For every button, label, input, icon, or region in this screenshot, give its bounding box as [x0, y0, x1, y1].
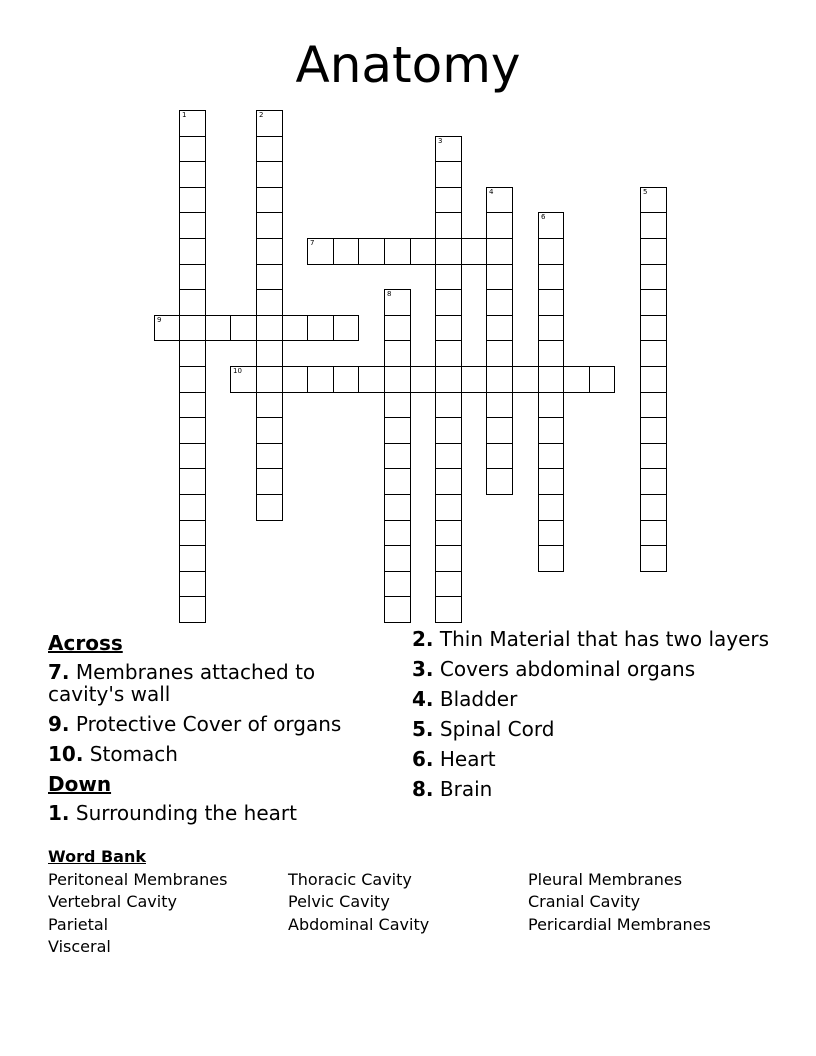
clue-text: Thin Material that has two layers — [439, 627, 770, 651]
clue-text: Surrounding the heart — [75, 801, 297, 825]
grid-cell — [538, 315, 564, 341]
clue-number: 10. — [48, 742, 84, 766]
grid-cell — [640, 340, 667, 367]
clue-number: 4. — [412, 687, 434, 711]
clue-number: 2. — [412, 627, 434, 651]
grid-cell — [486, 238, 513, 265]
clue-number: 9. — [48, 712, 70, 736]
grid-cell — [256, 264, 283, 290]
grid-cell — [435, 494, 462, 521]
grid-cell — [435, 596, 462, 623]
grid-cell — [461, 238, 487, 265]
clue-down-8 — [412, 778, 782, 800]
grid-cell — [435, 468, 462, 495]
grid-cell — [538, 520, 564, 546]
word-bank-item: Parietal — [48, 914, 109, 934]
clue-text: Covers abdominal organs — [439, 657, 696, 681]
grid-cell — [538, 494, 564, 521]
clue-number: 8. — [412, 777, 434, 801]
grid-cell — [640, 443, 667, 469]
grid-cell — [538, 468, 564, 495]
clue-text: Protective Cover of organs — [75, 712, 342, 736]
grid-cell — [435, 443, 462, 469]
grid-cell — [179, 187, 206, 213]
clue-text: Bladder — [439, 687, 518, 711]
clue-across-7 — [48, 661, 388, 705]
grid-cell — [461, 366, 487, 393]
cell-number: 1 — [182, 111, 187, 119]
grid-cell — [410, 366, 436, 393]
grid-cell — [486, 468, 513, 495]
grid-cell — [435, 520, 462, 546]
grid-cell — [179, 238, 206, 265]
grid-cell — [486, 212, 513, 239]
grid-cell — [435, 392, 462, 418]
clue-down-1 — [48, 802, 388, 824]
grid-cell — [435, 212, 462, 239]
grid-cell — [435, 417, 462, 444]
clue-text: Membranes attached to cavity's wall — [48, 660, 316, 706]
grid-cell — [179, 110, 206, 137]
grid-cell — [486, 264, 513, 290]
down-heading: Down — [48, 772, 112, 796]
clue-down-4 — [412, 688, 782, 710]
grid-cell — [179, 136, 206, 162]
grid-cell — [486, 417, 513, 444]
grid-cell — [256, 366, 283, 393]
grid-cell — [384, 392, 411, 418]
word-bank-list — [48, 869, 788, 959]
grid-cell — [384, 494, 411, 521]
word-bank — [48, 846, 788, 959]
grid-cell — [640, 187, 667, 213]
clue-number: 5. — [412, 717, 434, 741]
grid-cell — [640, 212, 667, 239]
grid-cell — [486, 289, 513, 316]
cell-number: 3 — [438, 137, 443, 145]
clue-text: Spinal Cord — [439, 717, 555, 741]
grid-cell — [256, 417, 283, 444]
grid-cell — [640, 392, 667, 418]
grid-cell — [358, 238, 385, 265]
grid-cell — [538, 289, 564, 316]
grid-cell — [179, 545, 206, 572]
page-title: Anatomy — [295, 36, 521, 94]
grid-cell — [307, 238, 334, 265]
grid-cell — [410, 238, 436, 265]
word-bank-item: Pericardial Membranes — [528, 914, 711, 934]
grid-cell — [256, 468, 283, 495]
grid-cell — [640, 264, 667, 290]
cell-number: 7 — [310, 239, 315, 247]
grid-cell — [538, 340, 564, 367]
grid-cell — [538, 264, 564, 290]
grid-cell — [307, 315, 334, 341]
grid-cell — [640, 417, 667, 444]
cell-number: 8 — [387, 290, 392, 298]
word-bank-item: Cranial Cavity — [528, 892, 641, 911]
grid-cell — [256, 340, 283, 367]
cell-number: 6 — [541, 213, 546, 221]
clue-text: Heart — [439, 747, 496, 771]
cell-number: 4 — [489, 188, 494, 196]
clues-right-column — [412, 628, 782, 808]
across-heading: Across — [48, 631, 123, 655]
grid-cell — [282, 315, 308, 341]
grid-cell — [640, 315, 667, 341]
grid-cell — [486, 443, 513, 469]
clue-down-6 — [412, 748, 782, 770]
word-bank-item: Vertebral Cavity — [48, 892, 177, 911]
cell-number: 5 — [643, 188, 648, 196]
grid-cell — [384, 596, 411, 623]
grid-cell — [384, 545, 411, 572]
grid-cell — [307, 366, 334, 393]
clue-across-10 — [48, 743, 388, 765]
grid-cell — [512, 366, 539, 393]
grid-cell — [179, 468, 206, 495]
grid-cell — [563, 366, 590, 393]
grid-cell — [333, 366, 359, 393]
grid-cell — [230, 315, 257, 341]
clue-down-2 — [412, 628, 782, 650]
grid-cell — [435, 187, 462, 213]
word-bank-item: Thoracic Cavity — [288, 869, 412, 889]
grid-cell — [435, 545, 462, 572]
grid-cell — [179, 596, 206, 623]
grid-cell — [179, 289, 206, 316]
word-bank-title: Word Bank — [48, 847, 147, 866]
grid-cell — [435, 161, 462, 188]
grid-cell — [384, 340, 411, 367]
grid-cell — [486, 315, 513, 341]
word-bank-item: Pelvic Cavity — [288, 892, 390, 911]
word-bank-item: Peritoneal Membranes — [48, 869, 228, 889]
grid-cell — [384, 520, 411, 546]
grid-cell — [358, 366, 385, 393]
word-bank-item: Visceral — [48, 937, 111, 956]
grid-cell — [256, 110, 283, 137]
grid-cell — [179, 392, 206, 418]
clue-across-9 — [48, 713, 388, 735]
grid-cell — [384, 238, 411, 265]
grid-cell — [538, 212, 564, 239]
grid-cell — [179, 315, 206, 341]
grid-cell — [384, 571, 411, 597]
grid-cell — [179, 520, 206, 546]
grid-cell — [179, 494, 206, 521]
grid-cell — [230, 366, 257, 393]
grid-cell — [256, 238, 283, 265]
clue-down-5 — [412, 718, 782, 740]
grid-cell — [256, 315, 283, 341]
grid-cell — [435, 366, 462, 393]
grid-cell — [435, 315, 462, 341]
grid-cell — [384, 468, 411, 495]
grid-cell — [384, 417, 411, 444]
grid-cell — [256, 443, 283, 469]
grid-cell — [179, 161, 206, 188]
grid-cell — [435, 136, 462, 162]
grid-cell — [538, 392, 564, 418]
grid-cell — [640, 366, 667, 393]
grid-cell — [435, 340, 462, 367]
grid-cell — [486, 366, 513, 393]
grid-cell — [384, 443, 411, 469]
grid-cell — [640, 494, 667, 521]
clue-number: 1. — [48, 801, 70, 825]
grid-cell — [333, 238, 359, 265]
grid-cell — [640, 468, 667, 495]
grid-cell — [435, 289, 462, 316]
grid-cell — [179, 366, 206, 393]
grid-cell — [538, 545, 564, 572]
grid-cell — [256, 187, 283, 213]
grid-cell — [256, 289, 283, 316]
grid-cell — [179, 212, 206, 239]
grid-cell — [435, 571, 462, 597]
clue-text: Stomach — [89, 742, 178, 766]
grid-cell — [640, 545, 667, 572]
grid-cell — [256, 392, 283, 418]
grid-cell — [256, 136, 283, 162]
grid-cell — [179, 417, 206, 444]
grid-cell — [640, 238, 667, 265]
grid-cell — [486, 340, 513, 367]
grid-cell — [435, 238, 462, 265]
grid-cell — [179, 340, 206, 367]
grid-cell — [256, 494, 283, 521]
grid-cell — [384, 289, 411, 316]
grid-cell — [179, 571, 206, 597]
clue-number: 3. — [412, 657, 434, 681]
grid-cell — [589, 366, 615, 393]
grid-cell — [640, 520, 667, 546]
clue-number: 7. — [48, 660, 70, 684]
grid-cell — [179, 443, 206, 469]
grid-cell — [538, 238, 564, 265]
grid-cell — [435, 264, 462, 290]
clue-down-3 — [412, 658, 782, 680]
grid-cell — [486, 187, 513, 213]
grid-cell — [538, 366, 564, 393]
grid-cell — [179, 264, 206, 290]
grid-cell — [333, 315, 359, 341]
grid-cell — [538, 443, 564, 469]
word-bank-item: Abdominal Cavity — [288, 914, 430, 934]
grid-cell — [384, 315, 411, 341]
cell-number: 9 — [157, 316, 162, 324]
grid-cell — [205, 315, 231, 341]
clue-number: 6. — [412, 747, 434, 771]
grid-cell — [640, 289, 667, 316]
grid-cell — [256, 161, 283, 188]
cell-number: 2 — [259, 111, 264, 119]
clues-left-column — [48, 628, 388, 832]
grid-cell — [384, 366, 411, 393]
grid-cell — [282, 366, 308, 393]
grid-cell — [154, 315, 180, 341]
grid-cell — [538, 417, 564, 444]
grid-cell — [486, 392, 513, 418]
clue-text: Brain — [439, 777, 493, 801]
word-bank-item: Pleural Membranes — [528, 869, 683, 889]
cell-number: 10 — [233, 367, 242, 375]
grid-cell — [256, 212, 283, 239]
